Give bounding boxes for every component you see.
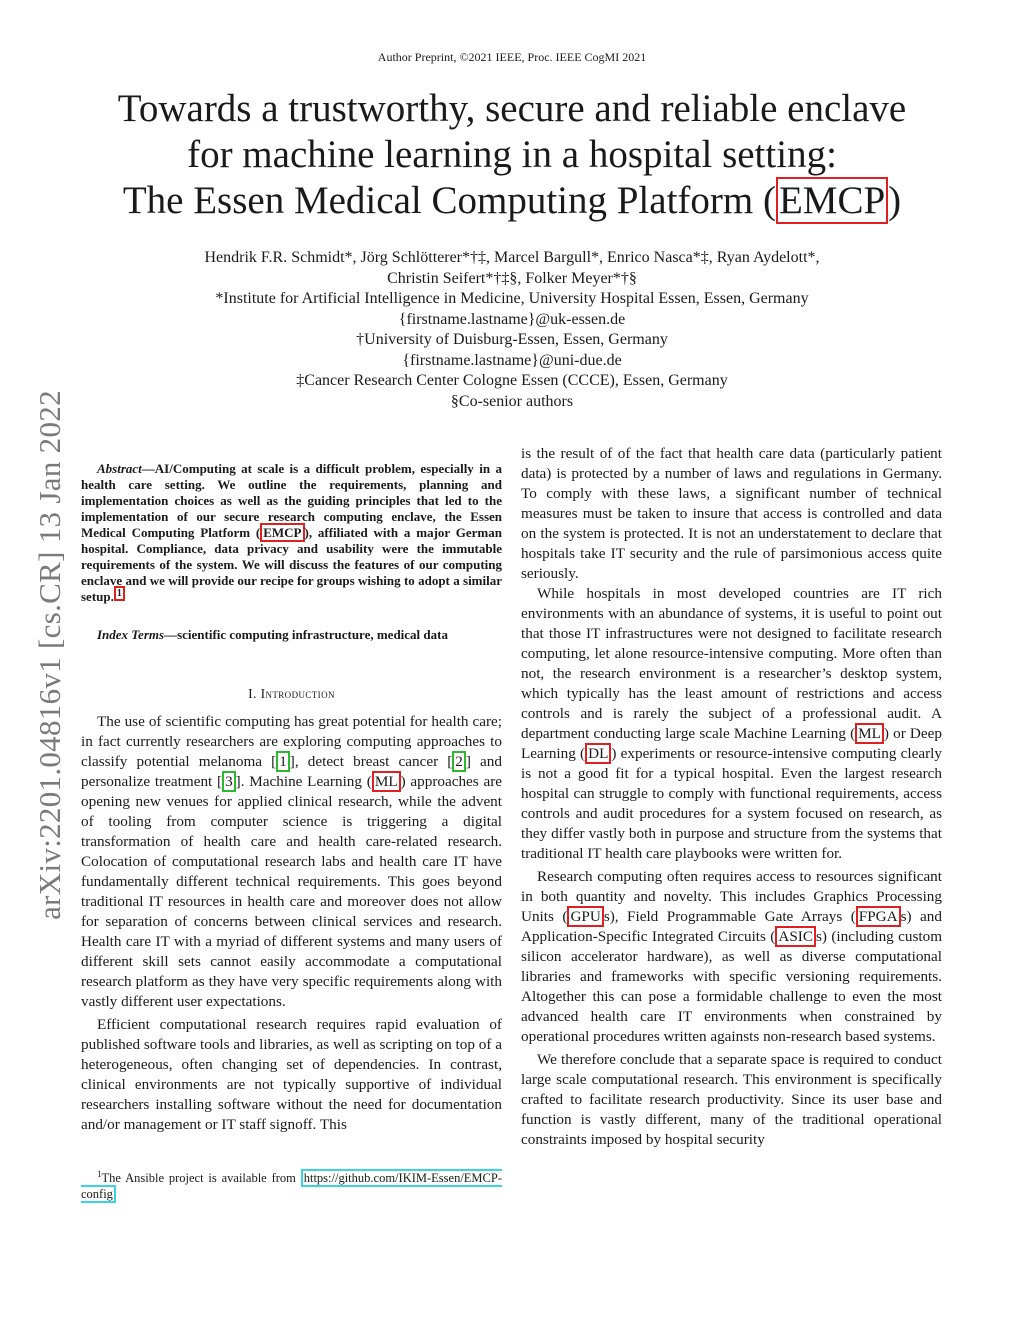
citation-2-link[interactable]: 2 (452, 751, 466, 772)
right-p3-d: s) (including custom silicon accelerator hardware), as well as diverse computational libraries and frameworks with specific versioning requirements. Altogether this can pose a formidable challenge to even the most advanced health care IT environments when constrained by operational procedures written againsts non-research based systems. (521, 928, 943, 1045)
section-number: I. (248, 686, 257, 701)
title-line-3-pre: The Essen Medical Computing Platform ( (122, 179, 776, 222)
abstract (81, 461, 502, 605)
right-p2-b: ) or Deep Learning ( (521, 725, 942, 762)
gpu-acronym-link[interactable]: GPU (567, 906, 603, 927)
right-paragraph-2 (521, 584, 942, 864)
author-line-2: Christin Seifert*†‡§, Folker Meyer*†§ (387, 269, 637, 287)
right-paragraph-3 (521, 867, 942, 1047)
right-p3-a: Research computing often requires access to resources significant in both quantity and novelty. This includes Graphics Processing Units ( (521, 868, 942, 925)
title-line-1: Towards a trustworthy, secure and reliable enclave (117, 87, 907, 130)
intro-p1-d: ]. Machine Learning ( (235, 773, 372, 790)
author-line-1: Hendrik F.R. Schmidt*, Jörg Schlötterer*†‡, Marcel Bargull*, Enrico Nasca*‡, Ryan Aydelott*, (204, 249, 820, 266)
footnote-mark: 1 (97, 1168, 102, 1179)
right-p2-a: While hospitals in most developed countries are IT rich environments with an abundance of systems, it is useful to point out that those IT infrastructures were not designed to facilitate research computing, let alone resource-intensive computing. More often than not, the research environment is a researcher’s desktop system, which typically has the least amount of restrictions and access controls and is rarely the subject of a professional audit. A department conducting large scale Machine Learning ( (521, 585, 942, 742)
affiliation-2: †University of Duisburg-Essen, Essen, Germany (356, 331, 668, 348)
intro-left-column (81, 712, 502, 1135)
index-terms (81, 627, 502, 643)
abstract-text-b: ), affiliated with a major German hospital. Compliance, data privacy and usability were the immutable requirements of the system. We will discuss the features of our computing enclave and we will provide our recipe for groups wishing to adopt a similar setup. (81, 525, 502, 604)
right-paragraph-4: We therefore conclude that a separate space is required to conduct large scale computational research. This environment is specifically crafted to facilitate research productivity. Since its user base and function is vastly different, many of the traditional operational constraints imposed by hospital security (521, 1051, 942, 1148)
intro-p1-e: ) approaches are opening new venues for applied clinical research, while the advent of tooling from computer science is triggering a digital transformation of health care and health care-related research. Colocation of computational research labs and health care IT have fundamentally different technical requirements. This goes beyond traditional IT resources in health care and moreover does not allow for separation of concerns between clinical services and research. Health care IT with a myriad of different systems and many users of different skill sets cannot easily accommodate a computational research platform as they have very specific requirements along with vastly different user expectations. (81, 773, 503, 1010)
affiliation-3: ‡Cancer Research Center Cologne Essen (CCCE), Essen, Germany (296, 372, 728, 389)
intro-p1-b: ], detect breast cancer [ (289, 753, 453, 770)
right-paragraph-1: is the result of of the fact that health care data (particularly patient data) is protected by a number of laws and regulations in Germany. To comply with these laws, a significant number of technical measures must be taken to insure that access is controlled and data on the system is protected. It is not an understatement to declare that hospitals take IT security and the rule of parsimonious access quite seriously. (521, 445, 942, 582)
index-terms-label: Index Terms (97, 627, 165, 642)
emcp-abstract-link[interactable]: EMCP (260, 523, 304, 542)
section-title: Introduction (260, 686, 335, 701)
right-p2-c: ) experiments or resource-intensive computing clearly is not a good fit for a typical hospital. Even the largest research hospital can struggle to comply with functional requirements, access controls and audit procedures for a system focused on research, as they differ vastly both in purpose and structure from the systems that traditional IT health care playbooks were written for. (521, 745, 943, 862)
affiliation-1: *Institute for Artificial Intelligence in Medicine, University Hospital Essen, Essen, Germany (215, 290, 809, 307)
affiliation-1-email: {firstname.lastname}@uk-essen.de (398, 310, 626, 328)
footnote (81, 1170, 502, 1202)
title-line-3 (60, 178, 964, 224)
title-line-3-post: ) (888, 179, 902, 222)
footnote-ref-link[interactable]: 1 (114, 586, 125, 601)
affiliation-2-email: {firstname.lastname}@uni-due.de (402, 351, 622, 369)
asic-acronym-link[interactable]: ASIC (775, 926, 816, 947)
paper-title (60, 86, 964, 224)
citation-1-link[interactable]: 1 (276, 751, 290, 772)
intro-p1-a: The use of scientific computing has great potential for health care; in fact currently researchers are exploring computing approaches to classify potential melanoma [ (81, 713, 502, 770)
abstract-label: Abstract (97, 461, 142, 476)
right-p3-c: s) and Application-Specific Integrated Circuits ( (521, 908, 942, 945)
abstract-text-a: AI/Computing at scale is a difficult problem, especially in a health care setting. We outline the requirements, planning and implementation choices as well as the guiding principles that led to the implementation of our secure research computing enclave, the Essen Medical Computing Platform ( (81, 461, 502, 540)
arxiv-sidebar (30, 365, 70, 945)
section-heading (81, 686, 502, 702)
intro-paragraph-2: Efficient computational research requires rapid evaluation of published software tools and libraries, as well as scripting on top of a heterogeneous, often changing set of dependencies. In contrast, clinical environments are not typically supportive of individual researchers installing software without the need for documentation and/or management or IT staff signoff. This (81, 1016, 502, 1133)
right-p3-b: s), Field Programmable Gate Arrays ( (603, 908, 856, 925)
abstract-dash: — (141, 461, 155, 476)
intro-p1-c: ] and personalize treatment [ (81, 753, 502, 790)
ml-acronym-link-2[interactable]: ML (855, 723, 884, 744)
intro-right-column (521, 444, 942, 1150)
header-note: Author Preprint, ©2021 IEEE, Proc. IEEE CogMI 2021 (377, 50, 647, 64)
ansible-project-link[interactable]: https://github.com/IKIM-Essen/EMCP-config (81, 1171, 502, 1201)
footnote-text: The Ansible project is available from (101, 1171, 301, 1185)
author-block (60, 248, 964, 412)
dl-acronym-link[interactable]: DL (585, 743, 611, 764)
citation-3-link[interactable]: 3 (222, 771, 236, 792)
fpga-acronym-link[interactable]: FPGA (856, 906, 901, 927)
co-senior-note: §Co-senior authors (450, 392, 574, 410)
emcp-acronym-link[interactable]: EMCP (776, 177, 888, 224)
intro-paragraph-1 (81, 712, 502, 1012)
index-terms-text: —scientific computing infrastructure, medical data (164, 627, 448, 642)
arxiv-identifier: arXiv:2201.04816v1 [cs.CR] 13 Jan 2022 (32, 390, 67, 920)
ml-acronym-link[interactable]: ML (372, 771, 401, 792)
title-line-2: for machine learning in a hospital setting: (187, 133, 837, 176)
